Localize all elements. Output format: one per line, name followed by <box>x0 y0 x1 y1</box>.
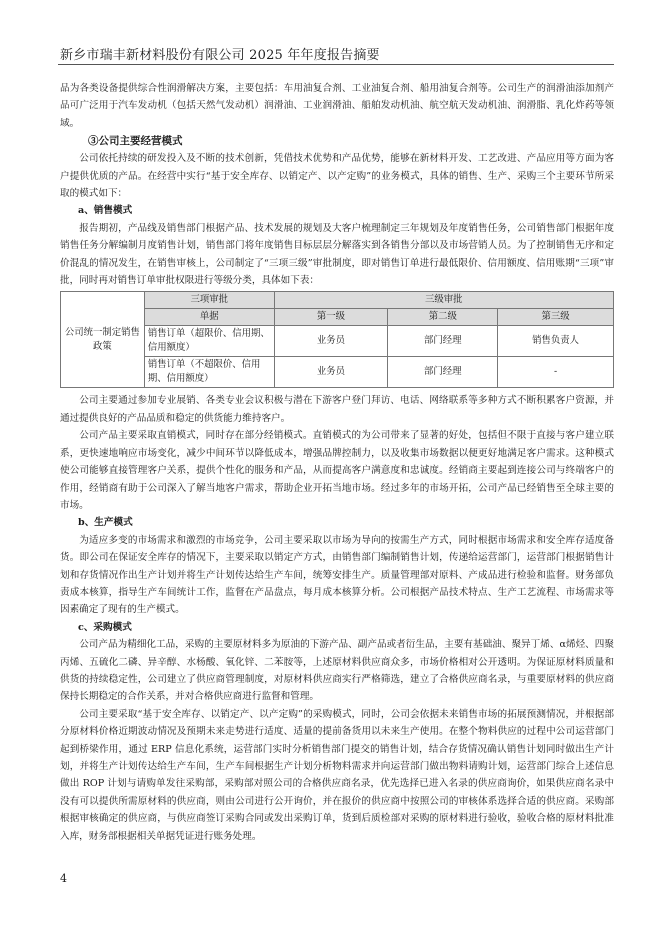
table-row <box>61 309 614 326</box>
level-cell: 部门经理 <box>388 326 498 357</box>
page-content <box>60 80 614 845</box>
report-header-title: 新乡市瑞丰新材料股份有限公司 2025 年年度报告摘要 <box>60 48 380 63</box>
section-heading-business-model: ③公司主要经营模式 <box>88 135 183 148</box>
level-2-header: 第二级 <box>388 309 498 326</box>
level-cell: - <box>498 357 614 388</box>
level-1-header: 第一级 <box>274 309 388 326</box>
three-items-header: 三项审批 <box>144 292 274 309</box>
policy-cell: 公司统一制定销售政策 <box>61 292 145 388</box>
intro-paragraph: 品为各类设备提供综合性润滑解决方案，主要包括：车用油复合剂、工业油复合剂、船用油复合剂等。公司生产的润滑油添加剂产品可广泛用于汽车发动机（包括天然气发动机）润滑油、工业润滑油、船舶发动机油、航空航天发动机油、润滑脂、乳化炸药等领域。 <box>60 83 614 129</box>
sales-paragraph-2: 公司主要通过参加专业展销、各类专业会议积极与潜在下游客户登门拜访、电话、网络联系等多种方式不断积累客户资源，并通过提供良好的产品品质和稳定的供货能力维持客户。 <box>60 395 614 424</box>
procurement-paragraph-2: 公司主要采取“基于安全库存、以销定产、以产定购”的采购模式，同时，公司会依据未来销售市场的拓展预测情况，并根据部分原材料价格近期波动情况及预期未来走势进行适度、适量的提前备货用以未来生产使用。在整个物料供应的过程中公司运营部门起到桥梁作用，通过 ERP 信息化系统，运营部门实时分析销售部门提交的销售计划，结合存货情况确认销售计划同时做出生产计划，并将生产计划传达给生产车间，生产车间根据生产计划分析物料需求并向运营部门做出物料请购计划，运营部门综合上述信息做出 ROP 计划与请购单发往采购部，采购部对照公司的合格供应商名录，优先选择已进入名录的供应商询价，如果供应商名录中没有可以提供所需原材料的供应商，则由公司进行公开询价，并在报价的供应商中按照公司的审核体系选择合适的供应商。采购部根据审核确定的供应商，与供应商签订采购合同或发出采购订单，货到后质检部对采购的原材料进行验收，验收合格的原材料批准入库，财务部根据相关单据凭证进行账务处理。 <box>60 708 614 842</box>
business-model-intro: 公司依托持续的研发投入及不断的技术创新，凭借技术优势和产品优势，能够在新材料开发、工艺改进、产品应用等方面为客户提供优质的产品。在经营中实行“基于安全库存、以销定产、以产定购”的业务模式，具体的销售、生产、采购三个主要环节所采取的模式如下： <box>60 153 614 200</box>
sales-model-heading: a、销售模式 <box>78 205 133 217</box>
three-levels-header: 三级审批 <box>274 292 613 309</box>
table-row <box>61 357 614 388</box>
level-3-header: 第三级 <box>498 309 614 326</box>
document-cell: 销售订单（超限价、信用期、信用额度） <box>144 326 274 357</box>
header-divider <box>58 64 614 65</box>
level-cell: 业务员 <box>274 357 388 388</box>
document-header: 单据 <box>144 309 274 326</box>
level-cell: 销售负责人 <box>498 326 614 357</box>
level-cell: 业务员 <box>274 326 388 357</box>
procurement-paragraph-1: 公司产品为精细化工品，采购的主要原材料多为原油的下游产品、副产品或者衍生品，主要有基础油、聚异丁烯、α烯烃、四聚丙烯、五硫化二磷、异辛醇、水杨酸、氧化锌、二苯胺等，上述原材料供应商众多，市场价格相对公开透明。为保证原材料质量和供货的持续稳定性，公司建立了供应商管理制度，对原材料供应商实行严格筛选，建立了合格供应商名录，与重要原材料的供应商保持长期稳定的合作关系，并对合格供应商进行监督和管理。 <box>60 639 614 703</box>
sales-paragraph-3: 公司产品主要采取直销模式，同时存在部分经销模式。直销模式的为公司带来了显著的好处，包括但不限于直接与客户建立联系，更快速地响应市场变化，减少中间环节以降低成本，增强品牌控制力，以及收集市场数据以便更好地满足客户需求。这种模式使公司能够直接管理客户关系，提供个性化的服务和产品，从而提高客户满意度和忠诚度。经销商主要起到连接公司与终端客户的作用，经销商有助于公司深入了解当地客户需求，帮助企业开拓当地市场。经过多年的市场开拓，公司产品已经销售至全球主要的市场。 <box>60 430 614 511</box>
table-row <box>61 326 614 357</box>
procurement-model-heading: c、采购模式 <box>78 621 132 633</box>
production-paragraph-1: 为适应多变的市场需求和激烈的市场竞争，公司主要采取以市场为导向的按需生产方式，同时根据市场需求和安全库存适度备货。即公司在保证安全库存的情况下，主要采取以销定产方式，由销售部门编制销售计划，传递给运营部门，运营部门根据销售计划和存货情况作出生产计划并将生产计划传达给生产车间，统筹安排生产。质量管理部对原料、产成品进行检验和监督。财务部负责成本核算，指导生产车间统计工作，监督在产品盘点，每月成本核算分析。公司根据产品技术特点、生产工艺流程、市场需求等因素确定了现有的生产模式。 <box>60 534 614 616</box>
approval-table <box>60 291 614 388</box>
production-model-heading: b、生产模式 <box>78 517 133 529</box>
sales-paragraph-1: 报告期初，产品线及销售部门根据产品、技术发展的规划及大客户梳理制定三年规划及年度销售任务，公司销售部门根据年度销售任务分解编制月度销售计划，销售部门将年度销售目标层层分解落实到各销售分部以及市场营销人员。为了控制销售无序和定价混乱的情况发生，在销售审核上，公司制定了“三项三级”审批制度，即对销售订单进行最低限价、信用额度、信用账期“三项”审批，同时再对销售订单审批权限进行等级分类，具体如下表： <box>60 222 614 287</box>
level-cell: 部门经理 <box>388 357 498 388</box>
page-number: 4 <box>60 872 67 885</box>
document-cell: 销售订单（不超限价、信用期、信用额度） <box>144 357 274 388</box>
table-row <box>61 292 614 309</box>
